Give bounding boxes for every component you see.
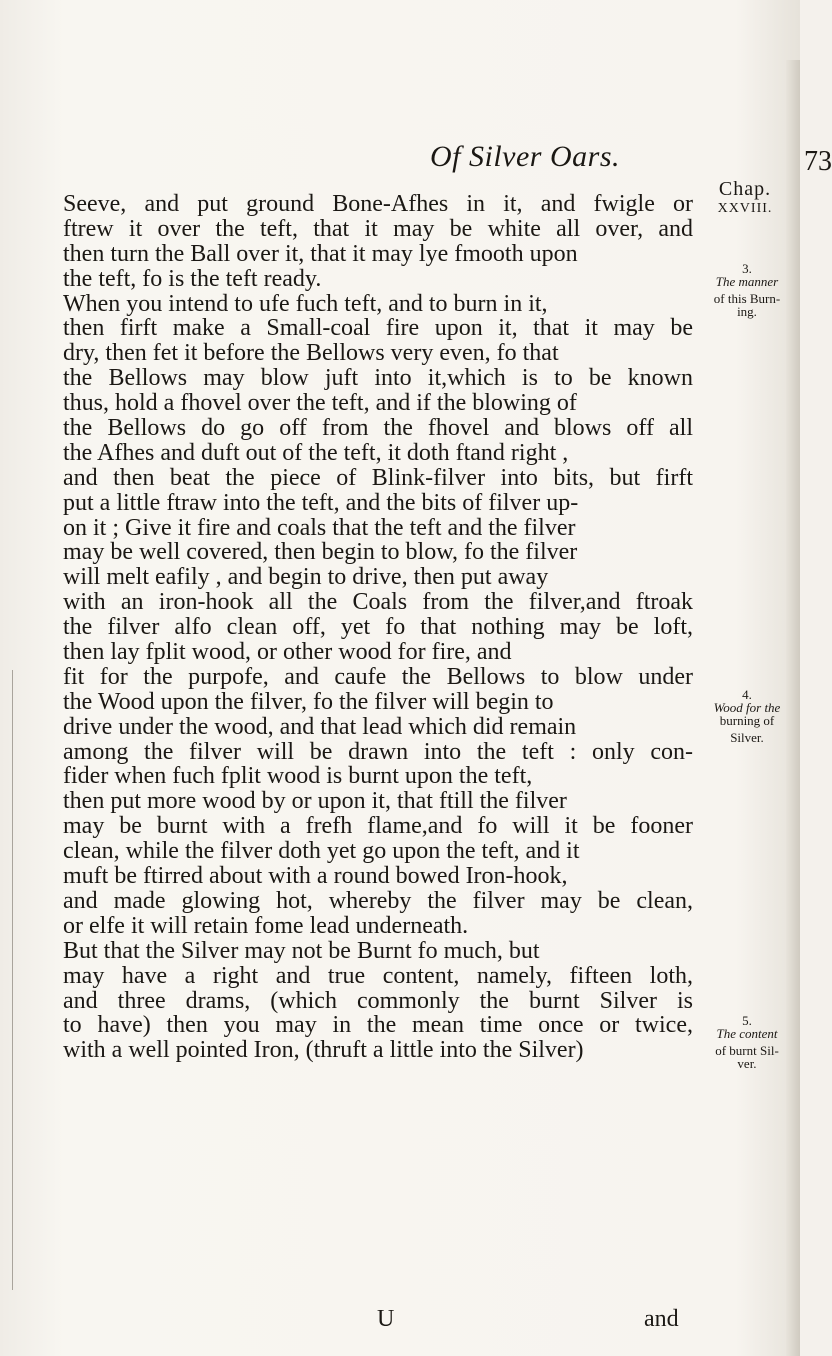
text-line-content: to have) then you may in the mean time once or twice, xyxy=(63,1012,693,1039)
text-line xyxy=(63,1013,693,1038)
text-line xyxy=(63,267,693,292)
text-line-content: with a well pointed Iron, (thruft a little into the Silver) xyxy=(63,1037,584,1064)
text-line xyxy=(63,491,693,516)
margin-chapter-label: Chap. xyxy=(718,178,772,200)
text-line xyxy=(63,540,693,565)
text-line-content: may be well covered, then begin to blow, fo the filver xyxy=(63,539,578,566)
margin-note-4-number: 4. xyxy=(742,687,752,702)
text-line-content: then lay fplit wood, or other wood for fire, and xyxy=(63,639,512,666)
text-line xyxy=(63,665,693,690)
text-line xyxy=(63,441,693,466)
text-line-content: and three drams, (which commonly the burnt Silver is xyxy=(63,987,693,1014)
margin-note-5 xyxy=(704,1014,790,1070)
text-line xyxy=(63,939,693,964)
text-line xyxy=(63,416,693,441)
body-text xyxy=(63,192,693,1063)
page-number: 73 xyxy=(804,146,832,177)
margin-note-5-line: of burnt Sil- xyxy=(715,1043,779,1058)
text-line xyxy=(63,789,693,814)
margin-chapter-number: XXVIII. xyxy=(717,201,773,216)
text-line-content: on it ; Give it fire and coals that the teft and the filver xyxy=(63,514,576,541)
margin-note-4 xyxy=(704,688,790,744)
text-line xyxy=(63,615,693,640)
margin-note-3-line: ing. xyxy=(737,304,757,319)
text-line xyxy=(63,715,693,740)
text-line-content: dry, then fet it before the Bellows very even, fo that xyxy=(63,340,559,367)
margin-note-4-line: Silver. xyxy=(730,730,764,745)
text-line-content: thus, hold a fhovel over the teft, and if the blowing of xyxy=(63,390,577,417)
text-line xyxy=(63,764,693,789)
text-line xyxy=(63,640,693,665)
text-line-content: among the filver will be drawn into the teft : only con- xyxy=(63,738,693,765)
margin-chapter xyxy=(705,178,785,216)
text-line-content: fit for the purpofe, and caufe the Bellows to blow under xyxy=(63,663,693,690)
text-line-content: and then beat the piece of Blink-filver into bits, but firft xyxy=(63,464,693,491)
text-line xyxy=(63,590,693,615)
text-line-content: muft be ftirred about with a round bowed Iron-hook, xyxy=(63,863,568,890)
margin-note-4-line: burning of xyxy=(719,713,775,728)
text-line-content: the Bellows may blow juft into it,which is to be known xyxy=(63,365,693,392)
text-line xyxy=(63,690,693,715)
text-line-content: fider when fuch fplit wood is burnt upon the teft, xyxy=(63,763,533,790)
text-line-content: When you intend to ufe fuch teft, and to burn in it, xyxy=(63,290,548,317)
running-head: Of Silver Oars. xyxy=(430,140,620,173)
margin-note-3-line: The manner xyxy=(715,274,779,289)
text-line-content: put a little ftraw into the teft, and the bits of filver up- xyxy=(63,489,579,516)
catchword: and xyxy=(644,1306,679,1332)
text-line xyxy=(63,516,693,541)
margin-note-5-line: ver. xyxy=(737,1056,757,1071)
text-line xyxy=(63,1038,693,1063)
margin-note-4-line: Wood for the xyxy=(713,700,781,715)
text-line-content: then turn the Ball over it, that it may lye fmooth upon xyxy=(63,240,578,267)
margin-note-5-number: 5. xyxy=(742,1013,752,1028)
text-line-content: ftrew it over the teft, that it may be white all over, and xyxy=(63,215,693,242)
binding-line xyxy=(12,670,13,1290)
text-line-content: will melt eafily , and begin to drive, then put away xyxy=(63,564,549,591)
text-line xyxy=(63,864,693,889)
text-line-content: the Wood upon the filver, fo the filver will begin to xyxy=(63,688,554,715)
text-line-content: with an iron-hook all the Coals from the filver,and ftroak xyxy=(63,589,693,616)
text-line-content: clean, while the filver doth yet go upon the teft, and it xyxy=(63,838,580,865)
text-line xyxy=(63,242,693,267)
page-header xyxy=(150,136,832,188)
text-line-content: the filver alfo clean off, yet fo that nothing may be loft, xyxy=(63,614,693,641)
text-line xyxy=(63,466,693,491)
signature-mark: U xyxy=(377,1306,395,1332)
text-line-content: may have a right and true content, namely, fifteen loth, xyxy=(63,962,693,989)
text-line xyxy=(63,964,693,989)
margin-note-3 xyxy=(704,262,790,318)
margin-note-3-number: 3. xyxy=(742,261,752,276)
text-line xyxy=(63,814,693,839)
text-line-content: the Afhes and duft out of the teft, it doth ftand right , xyxy=(63,439,569,466)
text-line-content: may be burnt with a frefh flame,and fo will it be fooner xyxy=(63,813,693,840)
text-line-content: But that the Silver may not be Burnt fo much, but xyxy=(63,937,540,964)
text-line-content: or elfe it will retain fome lead underneath. xyxy=(63,912,469,939)
text-line-content: Seeve, and put ground Bone-Afhes in it, and fwigle or xyxy=(63,191,693,217)
text-line-content: then put more wood by or upon it, that ftill the filver xyxy=(63,788,567,815)
text-line-content: and made glowing hot, whereby the filver may be clean, xyxy=(63,887,693,914)
text-line xyxy=(63,192,693,217)
text-line xyxy=(63,740,693,765)
text-line xyxy=(63,391,693,416)
margin-note-5-line: The content xyxy=(716,1026,778,1041)
text-line xyxy=(63,316,693,341)
text-line-content: then firft make a Small-coal fire upon it, that it may be xyxy=(63,315,693,342)
text-line xyxy=(63,914,693,939)
text-line-content: the teft, fo is the teft ready. xyxy=(63,265,322,292)
text-line xyxy=(63,889,693,914)
text-line xyxy=(63,217,693,242)
text-line-content: drive under the wood, and that lead which did remain xyxy=(63,713,577,740)
text-line xyxy=(63,989,693,1014)
text-line xyxy=(63,839,693,864)
text-line xyxy=(63,366,693,391)
text-line-content: the Bellows do go off from the fhovel and blows off all xyxy=(63,415,693,442)
text-line xyxy=(63,292,693,317)
text-line xyxy=(63,341,693,366)
margin-note-3-line: of this Burn- xyxy=(713,291,781,306)
text-line xyxy=(63,565,693,590)
